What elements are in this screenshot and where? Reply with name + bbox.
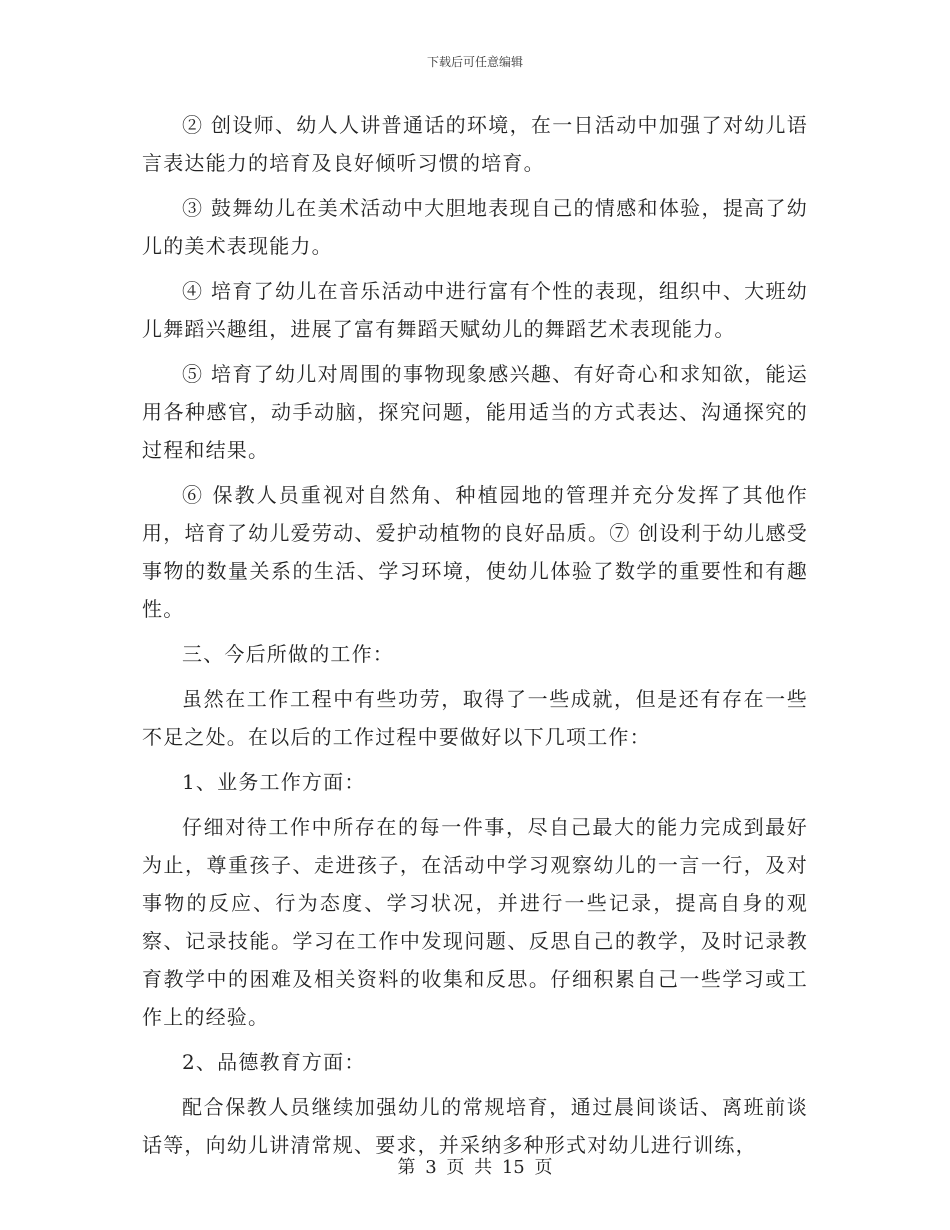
subheading-business-work: 1、业务工作方面： bbox=[182, 770, 366, 794]
paragraph-business-work: 仔细对待工作中所存在的每一件事，尽自己最大的能力完成到最好为止，尊重孩子、走进孩子，在活动中学习观察幼儿的一言一行，及对事物的反应、行为态度、学习状况，并进行一些记录，提高自身的观察、记录技能。学习在工作中发现问题、反思自己的教学，及时记录教育教学中的困难及相关资料的收集和反思。仔细积累自己一些学习或工作上的经验。 bbox=[142, 815, 808, 1029]
paragraph-item-2: ② 创设师、幼人人讲普通话的环境，在一日活动中加强了对幼儿语言表达能力的培育及良好倾听习惯的培育。 bbox=[142, 113, 808, 175]
document-body bbox=[142, 106, 808, 1164]
subheading-moral-education: 2、品德教育方面： bbox=[182, 1050, 366, 1074]
paragraph-item-3: ③ 鼓舞幼儿在美术活动中大胆地表现自己的情感和体验，提高了幼儿的美术表现能力。 bbox=[142, 196, 808, 258]
page-number-footer: 第 3 页 共 15 页 bbox=[397, 1157, 553, 1178]
page-header-note: 下载后可任意编辑 bbox=[426, 55, 523, 69]
paragraph-item-4: ④ 培育了幼儿在音乐活动中进行富有个性的表现，组织中、大班幼儿舞蹈兴趣组，进展了富有舞蹈天赋幼儿的舞蹈艺术表现能力。 bbox=[142, 279, 808, 341]
paragraph-item-6-7: ⑥ 保教人员重视对自然角、种植园地的管理并充分发挥了其他作用，培育了幼儿爱劳动、爱护动植物的良好品质。⑦ 创设利于幼儿感受事物的数量关系的生活、学习环境，使幼儿体验了数学的重要性和有趣性。 bbox=[142, 483, 808, 621]
paragraph-future-work-intro: 虽然在工作工程中有些功劳，取得了一些成就，但是还有存在一些不足之处。在以后的工作过程中要做好以下几项工作： bbox=[142, 687, 808, 749]
section-heading-future-work: 三、今后所做的工作： bbox=[182, 642, 394, 666]
paragraph-moral-education: 配合保教人员继续加强幼儿的常规培育，通过晨间谈话、离班前谈话等，向幼儿讲清常规、要求，并采纳多种形式对幼儿进行训练， bbox=[142, 1095, 808, 1157]
paragraph-item-5: ⑤ 培育了幼儿对周围的事物现象感兴趣、有好奇心和求知欲，能运用各种感官，动手动脑，探究问题，能用适当的方式表达、沟通探究的过程和结果。 bbox=[142, 362, 808, 462]
